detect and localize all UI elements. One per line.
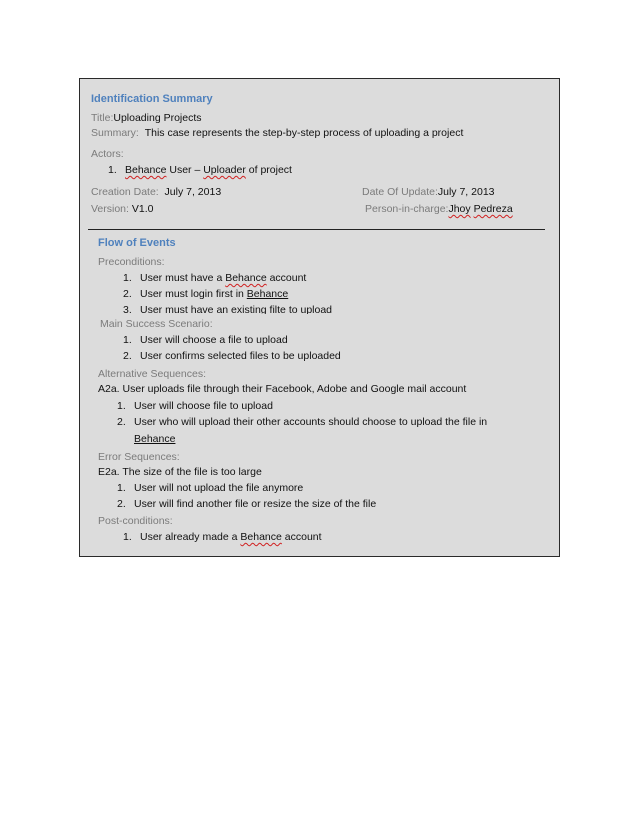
list-number: 1.	[117, 482, 126, 494]
list-number: 2.	[123, 350, 132, 362]
error-item	[117, 498, 376, 511]
creation-date-row	[91, 186, 221, 199]
person-row	[365, 203, 513, 216]
behance-word: Behance	[246, 288, 289, 300]
behance-word: Behance	[225, 272, 267, 284]
error-intro: E2a. The size of the file is too large	[98, 466, 262, 478]
main-step-text: User confirms selected files to be uploaded	[140, 350, 341, 362]
actor-mid: User –	[169, 164, 204, 176]
precondition-item	[123, 272, 306, 285]
update-date-label: Date Of Update:	[362, 186, 438, 198]
identification-heading: Identification Summary	[91, 93, 213, 105]
alternative-item	[117, 400, 273, 413]
postcondition-tail: account	[281, 531, 322, 543]
person-label: Person-in-charge:	[365, 203, 449, 215]
actors-label: Actors:	[91, 148, 124, 160]
behance-word: Behance	[134, 433, 176, 445]
error-text: User will find another file or resize the size of the file	[134, 498, 377, 510]
title-value: Uploading Projects	[113, 112, 202, 124]
actor-tail: of project	[248, 164, 292, 176]
preconditions-label: Preconditions:	[98, 256, 165, 268]
alternative-text: User who will upload their other accounts should choose to upload the file in	[134, 416, 488, 428]
postcondition-text: User already made a	[140, 531, 241, 543]
alternative-continuation	[134, 433, 175, 446]
precondition-text: User must have a	[140, 272, 226, 284]
version-label: Version:	[91, 203, 129, 215]
main-step-item	[123, 350, 341, 363]
error-item	[117, 482, 303, 495]
main-scenario-label: Main Success Scenario:	[100, 318, 213, 330]
list-number: 1.	[123, 334, 132, 346]
main-step-text: User will choose a file to upload	[140, 334, 288, 346]
summary-label: Summary:	[91, 127, 139, 139]
precondition-text: User must login first in	[140, 288, 247, 300]
behance-word: Behance	[240, 531, 282, 543]
precondition-item	[123, 288, 288, 301]
list-number: 2.	[117, 416, 126, 428]
title-label: Title:	[91, 112, 114, 124]
alternative-item	[117, 416, 487, 429]
update-date-value: July 7, 2013	[437, 186, 495, 198]
summary-value: This case represents the step-by-step process of uploading a project	[144, 127, 464, 139]
list-number: 1.	[117, 400, 126, 412]
list-number: 1.	[123, 272, 132, 284]
error-label: Error Sequences:	[98, 451, 180, 463]
actor-number: 1.	[108, 164, 117, 176]
precondition-text: User must have an existing filte to upload	[140, 304, 333, 314]
section-divider	[88, 229, 545, 230]
precondition-tail: account	[266, 272, 307, 284]
list-number: 2.	[123, 288, 132, 300]
creation-date-value: July 7, 2013	[164, 186, 222, 198]
actor-role: Uploader	[203, 164, 246, 176]
actor-name: Behance	[125, 164, 167, 176]
main-step-item	[123, 334, 288, 347]
alternative-label: Alternative Sequences:	[98, 368, 206, 380]
list-number: 1.	[123, 531, 132, 543]
summary-row	[91, 127, 463, 140]
actor-item	[108, 164, 292, 177]
version-value: V1.0	[131, 203, 154, 215]
version-row	[91, 203, 153, 216]
flow-heading: Flow of Events	[98, 237, 176, 249]
postcondition-item	[123, 531, 322, 544]
list-number: 3.	[123, 304, 132, 314]
title-row	[91, 112, 202, 125]
update-date-row	[362, 186, 495, 199]
creation-date-label: Creation Date:	[91, 186, 159, 198]
postconditions-label: Post-conditions:	[98, 515, 173, 527]
list-number: 2.	[117, 498, 126, 510]
error-text: User will not upload the file anymore	[134, 482, 304, 494]
alternative-intro: A2a. User uploads file through their Facebook, Adobe and Google mail account	[98, 383, 467, 395]
person-last-name: Pedreza	[473, 203, 513, 215]
precondition-item	[123, 304, 332, 314]
alternative-text: User will choose file to upload	[134, 400, 273, 412]
person-first-name: Jhoy	[448, 203, 471, 215]
